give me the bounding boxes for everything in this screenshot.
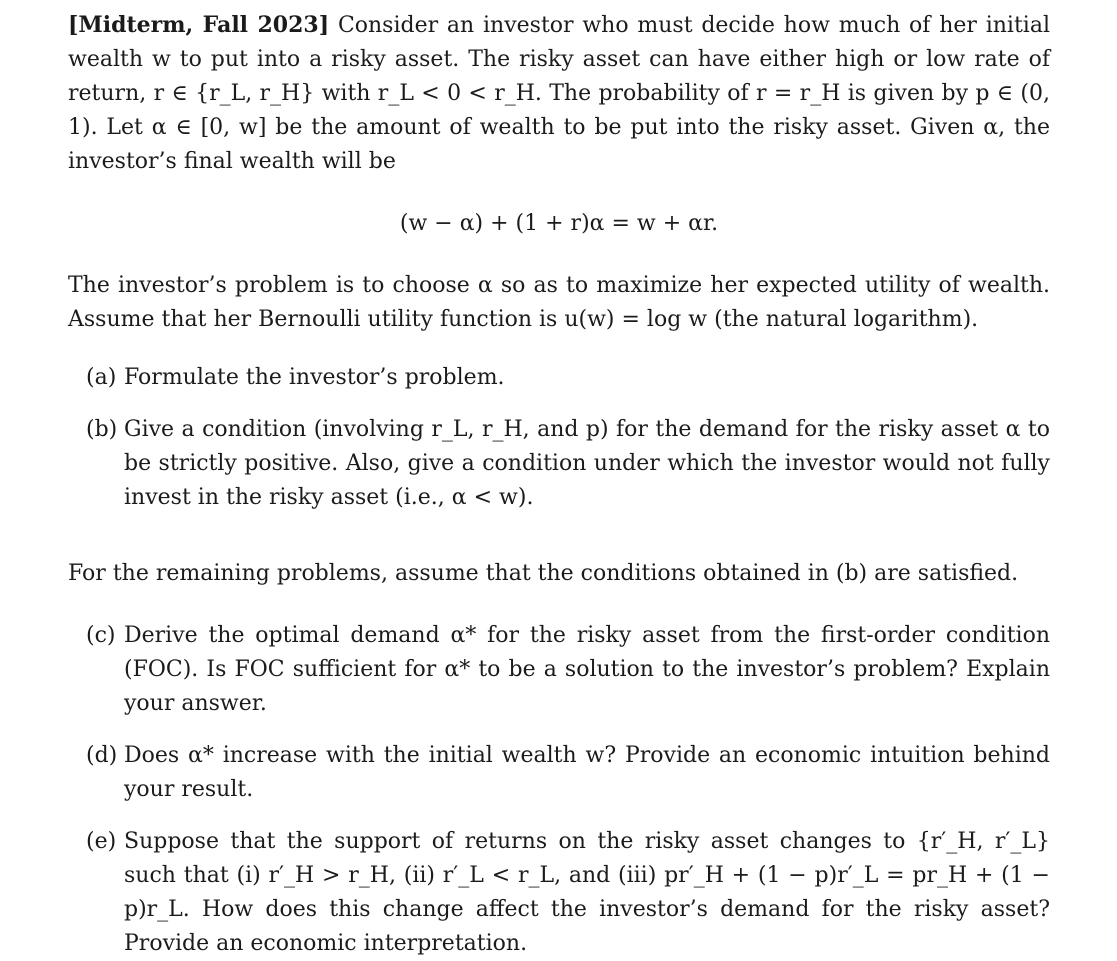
question-text-c: Derive the optimal demand α* for the risky asset from the first-order condition (FOC). Is FOC sufficient for α* to be a solution to the investor’s problem? Explain your answer. — [124, 623, 1050, 716]
question-item-d — [68, 739, 1050, 807]
wealth-equation: (w − α) + (1 + r)α = w + αr. — [399, 211, 719, 236]
transition-paragraph: For the remaining problems, assume that the conditions obtained in (b) are satisfied. — [68, 561, 1019, 586]
question-item-a — [68, 361, 1050, 395]
question-label-e: (e) — [86, 829, 117, 854]
question-list-first — [68, 361, 1050, 515]
question-list-second — [68, 619, 1050, 961]
question-item-b — [68, 413, 1050, 515]
question-label-d: (d) — [86, 743, 118, 768]
problem-document — [68, 8, 1050, 961]
question-text-a: Formulate the investor’s problem. — [124, 365, 505, 390]
question-label-a: (a) — [86, 365, 117, 390]
intro-paragraph — [68, 8, 1050, 179]
intro-text: Consider an investor who must decide how much of her initial wealth w to put into a risky asset. The risky asset can have either high or low rate of return, r ∈ {r_L, r_H} with r_L < 0 < r_H. The probability of r = r_H is given by p ∈ (0, 1). Let α ∈ [0, w] be the amount of wealth to be put into the risky asset. Given α, the investor’s final wealth will be — [68, 13, 1050, 174]
source-tag: [Midterm, Fall 2023] — [68, 12, 330, 38]
question-text-d: Does α* increase with the initial wealth w? Provide an economic intuition behind your result. — [124, 743, 1050, 802]
question-label-c: (c) — [86, 623, 116, 648]
question-text-b: Give a condition (involving r_L, r_H, and p) for the demand for the risky asset α to be strictly positive. Also, give a condition under which the investor would not fully invest in the risky asset (i.e., α < w). — [124, 417, 1050, 510]
question-text-e: Suppose that the support of returns on the risky asset changes to {r′_H, r′_L} such that (i) r′_H > r_H, (ii) r′_L < r_L, and (iii) pr′_H + (1 − p)r′_L = pr_H + (1 − p)r_L. How does this change affect the investor’s demand for the risky asset? Provide an economic interpretation. — [124, 829, 1050, 956]
setup-paragraph: The investor’s problem is to choose α so as to maximize her expected utility of wealth. Assume that her Bernoulli utility function is u(w) = log w (the natural logarithm). — [68, 273, 1050, 332]
question-item-e — [68, 825, 1050, 961]
question-label-b: (b) — [86, 417, 118, 442]
question-item-c — [68, 619, 1050, 721]
